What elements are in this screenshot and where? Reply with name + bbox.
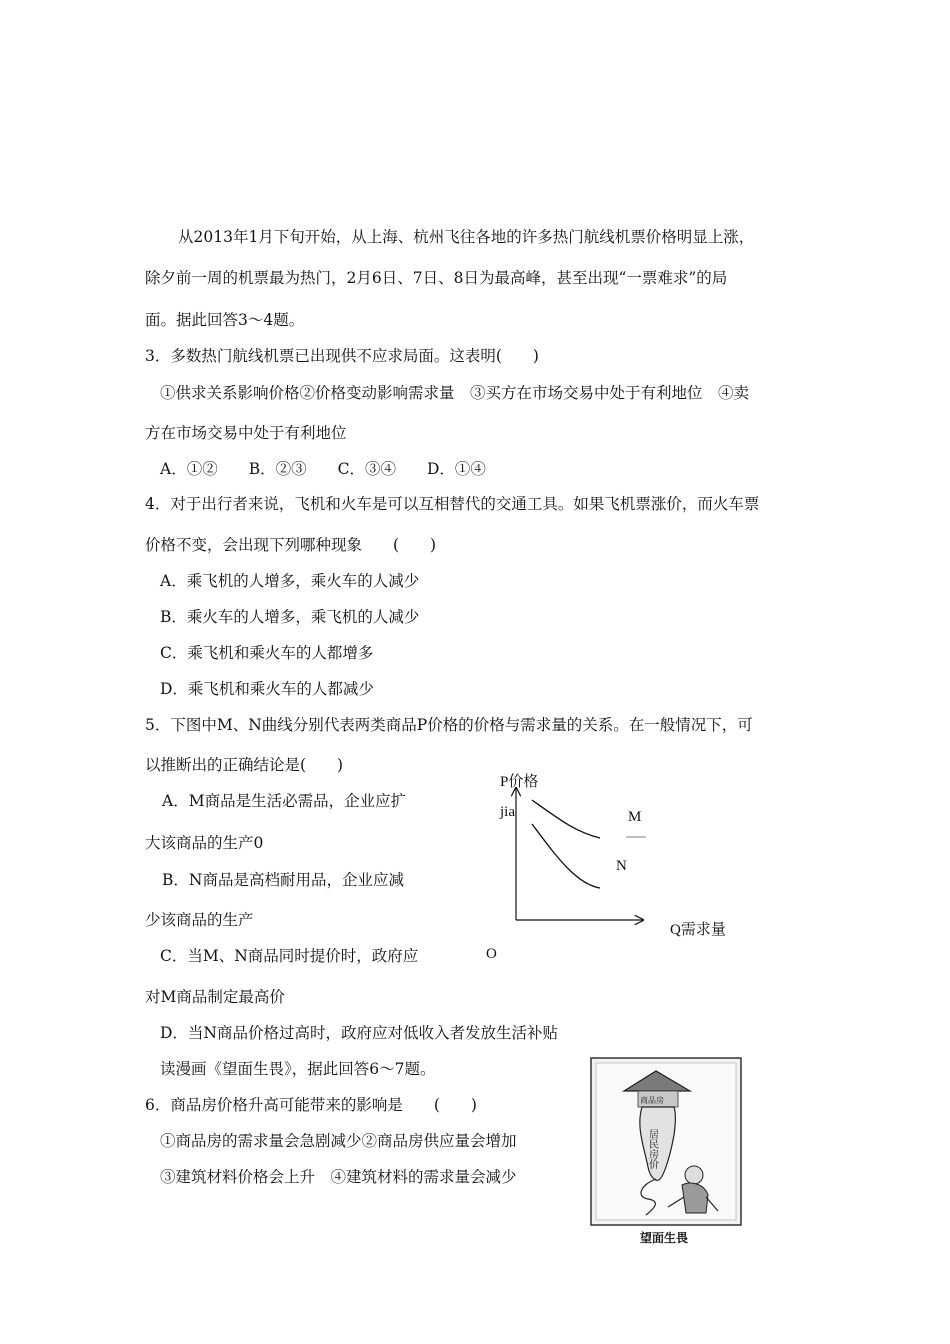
q6-items-line-1: ①商品房的需求量会急剧减少②商品房供应量会增加 bbox=[160, 1132, 517, 1150]
q5-stem-line-2: 以推断出的正确结论是( ) bbox=[145, 756, 344, 774]
origin-label: O bbox=[486, 946, 497, 962]
q3-stem: 3．多数热门航线机票已出现供不应求局面。这表明( ) bbox=[145, 347, 539, 365]
y-axis-label-2: jia bbox=[500, 804, 515, 820]
q5-choice-d: D．当N商品价格过高时，政府应对低收入者发放生活补贴 bbox=[160, 1024, 558, 1042]
q4-choice-c: C．乘飞机和乘火车的人都增多 bbox=[160, 644, 374, 662]
q5-stem-line-1: 5．下图中M、N曲线分别代表两类商品P价格的价格与需求量的关系。在一般情况下，可 bbox=[145, 716, 753, 734]
q4-stem-line-2: 价格不变，会出现下列哪种现象 ( ) bbox=[145, 536, 437, 554]
person-head-icon bbox=[685, 1166, 703, 1184]
curve-m bbox=[532, 800, 600, 838]
cartoon-title: 望面生畏 bbox=[640, 1231, 689, 1245]
y-axis-label: P价格 bbox=[500, 774, 539, 790]
q5-choice-c-line-1: C．当M、N商品同时提价时，政府应 bbox=[160, 947, 419, 965]
curve-n bbox=[532, 824, 600, 888]
intro-line-2: 除夕前一周的机票最为热门，2月6日、7日、8日为最高峰，甚至出现“一票难求”的局 bbox=[145, 269, 728, 287]
q4-choice-b: B．乘火车的人增多，乘飞机的人减少 bbox=[160, 608, 420, 626]
q5-choice-b-line-2: 少该商品的生产 bbox=[145, 911, 254, 929]
x-axis-label: Q需求量 bbox=[670, 922, 726, 938]
q4-stem-line-1: 4．对于出行者来说，飞机和火车是可以互相替代的交通工具。如果飞机票涨价，而火车票 bbox=[145, 495, 760, 513]
q5-choice-c-line-2: 对M商品制定最高价 bbox=[145, 988, 285, 1006]
q5-choice-a-line-2: 大该商品的生产0 bbox=[145, 834, 264, 852]
noodle-text: 居民房价 bbox=[646, 1129, 658, 1169]
cartoon-illustration bbox=[590, 1057, 742, 1247]
price-demand-diagram bbox=[488, 770, 758, 970]
curve-n-label: N bbox=[616, 858, 627, 874]
q4-choice-d: D．乘飞机和乘火车的人都减少 bbox=[160, 680, 374, 698]
q3-items-line-2: 方在市场交易中处于有利地位 bbox=[145, 424, 347, 442]
q4-choice-a: A．乘飞机的人增多，乘火车的人减少 bbox=[160, 572, 420, 590]
roof-text: 商品房 bbox=[640, 1096, 664, 1105]
q3-choices: A．①② B．②③ C．③④ D．①④ bbox=[160, 460, 486, 478]
curve-m-label: M bbox=[628, 809, 642, 825]
q6-items-line-2: ③建筑材料价格会上升 ④建筑材料的需求量会减少 bbox=[160, 1168, 517, 1186]
q6-stem: 6．商品房价格升高可能带来的影响是 ( ) bbox=[145, 1096, 477, 1114]
q5-choice-a-line-1: A．M商品是生活必需品，企业应扩 bbox=[162, 792, 407, 810]
q3-items-line-1: ①供求关系影响价格②价格变动影响需求量 ③买方在市场交易中处于有利地位 ④卖 bbox=[160, 384, 750, 402]
q5-choice-b-line-1: B．N商品是高档耐用品，企业应减 bbox=[162, 871, 404, 889]
intro-line-1: 从2013年1月下旬开始，从上海、杭州飞往各地的许多热门航线机票价格明显上涨， bbox=[178, 228, 755, 246]
q6-7-intro: 读漫画《望面生畏》，据此回答6～7题。 bbox=[160, 1060, 436, 1078]
intro-line-3: 面。据此回答3～4题。 bbox=[145, 311, 305, 329]
